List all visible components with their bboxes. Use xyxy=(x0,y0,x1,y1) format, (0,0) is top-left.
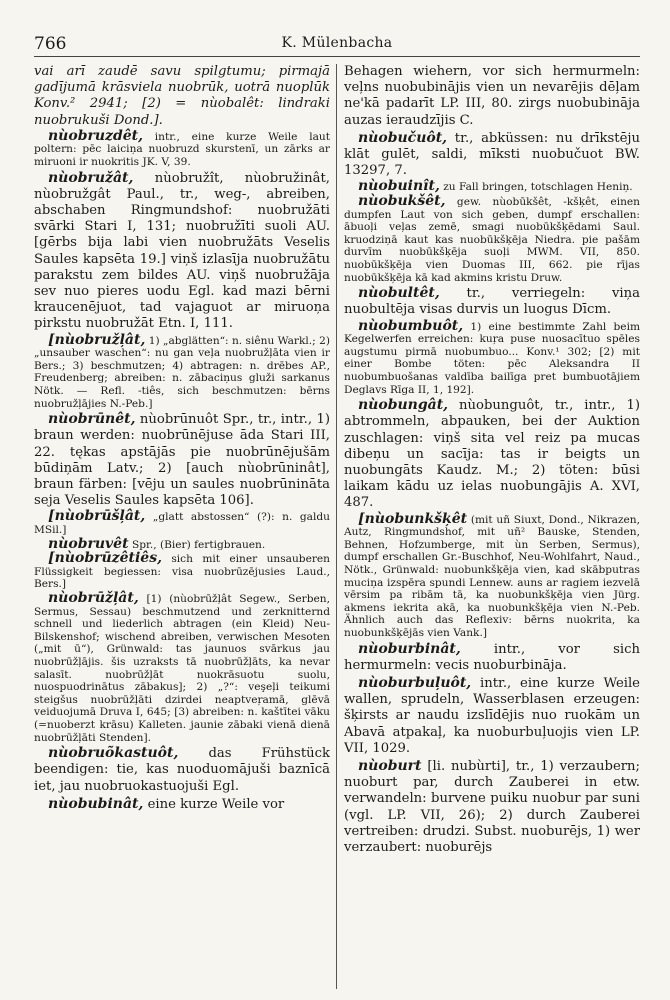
dictionary-entry xyxy=(34,796,330,813)
entry-text: nùobružît, nùobružinât, nùobružgât Paul., tr., weg-, abreiben, abschaben Ringmundshof: nuobružāti svārki Stari I, 131; nuobružīti suoli AU. [gērbs bija labi vien nuobružāts Veselis Saules kapsēta 19.] viņš izlasīja nuobružātu parakstu zem bildes AU. viņš nuobružāja sev nuo pieres uodu Egl. kad mazi bērni kraucenējuot, tad vajaguot ar miruoņa pirkstu nuobružāt Etn. I, 111. xyxy=(34,170,330,332)
entry-headword: [nùobružļât, xyxy=(48,331,146,348)
entry-text: Behagen wiehern, vor sich hermurmeln: veļns nuobubinājis vien un nevarējis dēļam ne'kā padarīt LP. III, 80. zirgs nuobubināja auzas ieraudzījis C. xyxy=(344,64,640,128)
entry-headword: nùobungât, xyxy=(358,397,449,414)
entry-text: nùobrūnuôt Spr., tr., intr., 1) braun werden: nuobrūnējuse āda Stari III, 22. tękas apstājās pie nuobrūnējušām būdiņām Latv.; 2) [auch nùobrūninât], braun färben: [vēju un saules nuobrūnināta seja Veselis Saules kapsēta 106]. xyxy=(34,412,330,509)
entry-headword: nùobučuôt, xyxy=(358,129,448,146)
dictionary-entry xyxy=(344,285,640,318)
entry-italic-text: vai arī zaudē savu spilgtumu; pirmajā gadījumā krāsviela nuobrūk, uotrā nuoplūk Konv.² 2941; [2) = nùobalêt: lindraki nuobrukuši Dond.]. xyxy=(34,64,330,128)
entry-text: „glatt abstossen“ (?): n. galdu MSil.] xyxy=(34,511,330,536)
entry-text: [1) (nùobrūžļât Segew., Serben, Sermus, Sessau) beschmutzend und zerknitternd schnell und liederlich abtragen (ein Kleid) Neu-Bilskenshof; wischend abreiben, verwischen Mesoten („mit ū“), Grünwald: tas jaunuos svārkus jau nuobrūžļājis. šis uzraksts tā nuobrūžļāts, ka nevar salasīt. nuobrūžļāt nuokrāsuotu suolu, nuospuodrinātus zābakus]; 2) „?“: veşeļi teikumi steigšus nuobrūžļāti dzirdei neaptveŗamā, glēvā veiduojumā Druva I, 645; [3) abreiben: n. kaštītei vāku (=nuoberzt krāsu) Kalleten. jaunie zābaki vienā dienā nuobrūžļāti Stenden]. xyxy=(34,592,330,744)
entry-headword: nùoburbuļuôt, xyxy=(358,674,472,691)
entry-headword: nùobružât, xyxy=(48,169,134,186)
dictionary-entry xyxy=(34,552,330,591)
entry-text: das Frühstück beendigen: tie, kas nuoduomājuši baznīcā iet, jau nuobruokastuojuši Egl. xyxy=(34,746,330,794)
dictionary-entry xyxy=(34,170,330,333)
entry-text: Spr., (Bier) fertigbrauen. xyxy=(131,538,266,551)
page-number: 766 xyxy=(34,34,67,54)
entry-text: [li. nubùrti], tr., 1) verzaubern; nuoburt par, durch Zauberei in etw. verwandeln: burvene puiku nuobur par suni (vgl. LP. VII, 26); 2) durch Zauberei vertreiben: drudzi. Subst. nuoburējs, 1) wer verzaubert: nuoburējs xyxy=(344,758,640,855)
entry-text: gew. nùobūkšêt, -kšķêt, einen dumpfen Laut von sich geben, dumpf erschallen: ābuoļi veļas zemē, smagi nuobūkšķēdami Saul. kruodziņā kaut kas nuobūkšķēja Niedra. pie pašām durvīm nuobūkšķēja suoļi MWM. VII, 850. nuobūkšķēja vien Duomas III, 662. pie rījas nuobūkšķēja kā kad akmins kristu Druw. xyxy=(344,196,640,284)
entry-text: intr., vor sich hermurmeln: vecis nuoburbināja. xyxy=(344,641,640,673)
entry-text: eine kurze Weile vor xyxy=(147,796,285,812)
running-head: K. Mülenbacha xyxy=(281,35,393,51)
entry-text: 1) „abglätten“: n. siênu Warkl.; 2) „unsauber waschen“: nu gan veļa nuobružļāta vien ir Bers.; 3) beschmutzen; 4) abtragen: n. drēbes AP., Freudenberg; abreiben: n. zābaciņus gluži sarkanus Nötk. — Refl. -tiês, sich beschmutzen: bērns nuobružļājies N.-Peb.] xyxy=(34,334,330,410)
dictionary-entry xyxy=(344,195,640,284)
dictionary-entry xyxy=(344,64,640,129)
left-column xyxy=(34,64,330,989)
entry-text: intr., eine kurze Weile wallen, sprudeln, Wasserblasen erzeugen: šķirsts ar naudu izslīdējis nuo ruokām un Abavā atpakaļ, ka nuoburbuļuojis vien LP. VII, 1029. xyxy=(344,675,640,756)
entry-headword: nùobruvêt xyxy=(48,535,129,552)
dictionary-entry xyxy=(344,130,640,180)
entry-text: 1) eine bestimmte Zahl beim Kegelwerfen erreichen: kuŗa puse nuosacītuo spēles augstumu pirmā nuobumbuo... Konv.¹ 302; [2) mit einer Bombe töten: pēc Aleksandra II nuobumbuošanas valdība bailīga pret bumbuotājiem Deglavs Rīga II, 1, 192]. xyxy=(344,320,640,396)
page-header xyxy=(34,34,640,57)
dictionary-entry xyxy=(34,745,330,795)
entry-headword: nùobuinît, xyxy=(358,178,440,195)
entry-headword: [nùobrūšļât, xyxy=(48,508,146,525)
dictionary-entry xyxy=(34,535,330,552)
entry-headword: nùobukšêt, xyxy=(358,193,446,210)
column-divider xyxy=(336,64,337,989)
entry-headword: nùoburt xyxy=(358,757,422,774)
dictionary-columns xyxy=(34,64,640,989)
entry-headword: nùobruzdêt, xyxy=(48,127,144,144)
dictionary-entry xyxy=(34,411,330,509)
right-column xyxy=(344,64,640,989)
dictionary-entry xyxy=(344,180,640,194)
entry-headword: nùobubinât, xyxy=(48,795,144,812)
dictionary-entry xyxy=(34,64,330,129)
entry-headword: nùobrūnêt, xyxy=(48,411,136,428)
entry-headword: nùobruõkastuôt, xyxy=(48,745,179,762)
entry-text: intr., eine kurze Weile laut poltern: pēc laiciņa nuobruzd skurstenī, un zārks ar miruoni ir nuokritis JK. V, 39. xyxy=(34,130,330,168)
entry-headword: nùobumbuôt, xyxy=(358,317,464,334)
dictionary-entry xyxy=(344,317,640,397)
dictionary-entry xyxy=(344,397,640,511)
entry-text: tr., abküssen: nu drīkstēju klāt gulēt, saldi, mīksti nuobučuot BW. 13297, 7. xyxy=(344,130,640,179)
entry-headword: [nùobunkšķêt xyxy=(358,510,468,527)
dictionary-entry xyxy=(34,589,330,744)
entry-text: sich mit einer unsauberen Flüssigkeit begiessen: visa nuobrūzējusies Laud., Bers.] xyxy=(34,553,330,591)
entry-headword: nùobrūžļât, xyxy=(48,589,139,606)
dictionary-entry xyxy=(344,510,640,640)
dictionary-entry xyxy=(34,510,330,536)
entry-headword: nùoburbinât, xyxy=(358,640,461,657)
dictionary-entry xyxy=(34,127,330,169)
dictionary-entry xyxy=(34,331,330,411)
entry-text: zu Fall bringen, totschlagen Heniņ. xyxy=(443,181,633,194)
dictionary-entry xyxy=(344,758,640,856)
entry-text: tr., verriegeln: viņa nuobultēja visas durvis un luogus Dīcm. xyxy=(344,286,640,318)
entry-text: nùobunguôt, tr., intr., 1) abtrommeln, abpauken, bei der Auktion zuschlagen: viņš sita vel reiz pa mucas dibeņu un sacīja: tas ir beigts un nuobungāts Kaudz. M.; 2) töten: būsi laikam kādu uz ielas nuobungājis A. XVI, 487. xyxy=(344,398,640,511)
dictionary-entry xyxy=(344,641,640,674)
dictionary-entry xyxy=(344,675,640,757)
entry-text: (mit uñ Siuxt, Dond., Nikrazen, Autz, Ringmundshof, mit uñ² Bauske, Stenden, Behnen, Hofzumberge, mit ùn Serben, Sermus), dumpf erschallen Gr.-Buschhof, Neu-Wohlfahrt, Naud., Nötk., Grünwald: nuobunkšķēja vien, kad skābputras muciņa izspēra spundi Lennew. auns ar ragiem iezvelā vērsim pa ribām tā, ka nuobunkšķēja vien Jürg. akmens iekrita akā, ka nuobunkšķēja vien N.-Peb. Ähnlich auch das Reflexiv: bērns nuokrita, ka nuobunkšķējās vien Vank.] xyxy=(344,513,640,639)
entry-headword: nùobultêt, xyxy=(358,285,440,302)
entry-headword: [nùobrūzêtiês, xyxy=(48,550,162,567)
